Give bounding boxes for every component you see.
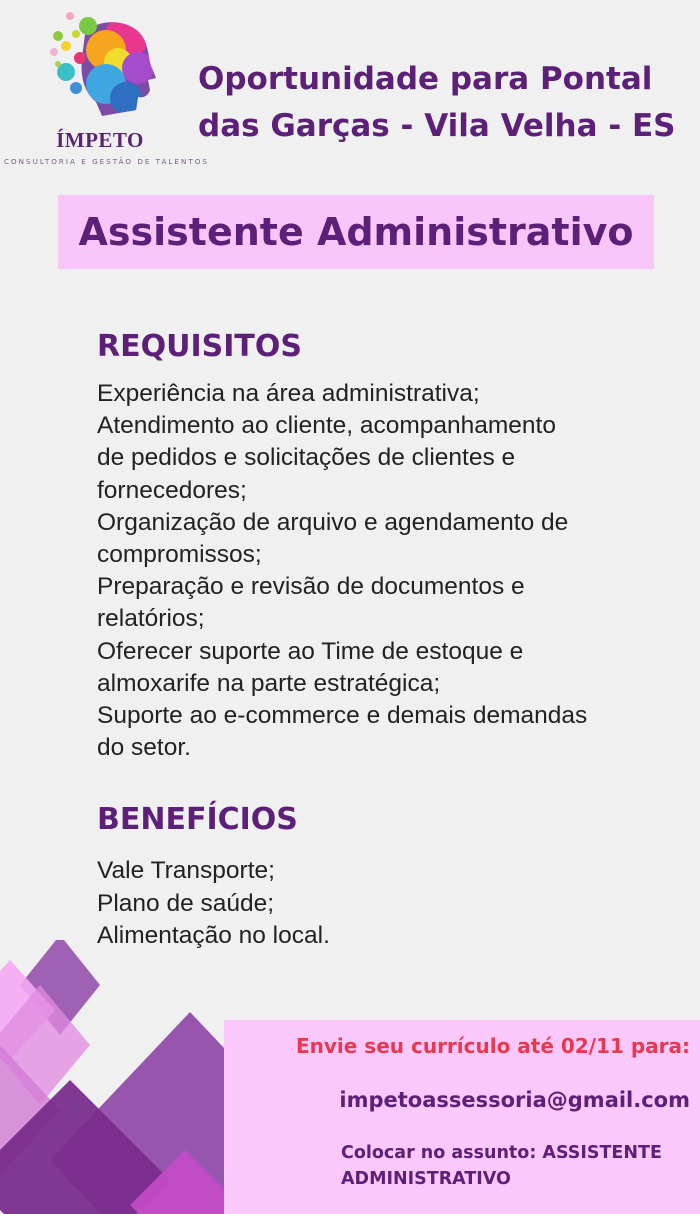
benefits-list <box>97 855 667 953</box>
list-item: Alimentação no local. <box>97 922 330 949</box>
headline: Oportunidade para Pontal das Garças - Vila Velha - ES <box>198 61 676 144</box>
job-title: Assistente Administrativo <box>78 210 634 254</box>
logo-tagline: CONSULTORIA E GESTÃO DE TALENTOS <box>4 157 209 166</box>
send-cv-text: Envie seu currículo até 02/11 para: <box>295 1034 690 1058</box>
benefits-section <box>97 800 667 953</box>
benefits-heading: BENEFÍCIOS <box>97 802 298 837</box>
list-item: Plano de saúde; <box>97 889 275 917</box>
head-profile-logo-icon <box>40 6 160 131</box>
list-item: almoxarife na parte estratégica; <box>97 669 441 697</box>
requirements-section <box>97 327 667 764</box>
list-item: Vale Transporte; <box>97 857 275 884</box>
list-item: compromissos; <box>97 541 262 569</box>
email-subject-instruction <box>341 1140 691 1192</box>
list-item: fornecedores; <box>97 476 247 504</box>
company-logo <box>0 0 220 175</box>
cta-box <box>224 1020 700 1214</box>
list-item: de pedidos e solicitações de clientes e <box>97 444 516 472</box>
subject-line-1: Colocar no assunto: ASSISTENTE <box>341 1143 662 1163</box>
list-item: Oferecer suporte ao Time de estoque e <box>97 637 524 665</box>
subject-line-2: ADMINISTRATIVO <box>341 1169 511 1189</box>
logo-name: ÍMPETO <box>56 128 144 152</box>
list-item: do setor. <box>97 734 191 762</box>
requirements-heading: REQUISITOS <box>97 329 302 364</box>
list-item: Organização de arquivo e agendamento de <box>97 508 569 536</box>
contact-email[interactable]: impetoassessoria@gmail.com <box>339 1088 690 1112</box>
list-item: Preparação e revisão de documentos e <box>97 573 525 601</box>
list-item: Suporte ao e-commerce e demais demandas <box>97 702 588 730</box>
list-item: Experiência na área administrativa; <box>97 380 480 407</box>
list-item: relatórios; <box>97 605 205 633</box>
requirements-list <box>97 378 667 764</box>
job-title-band <box>58 195 654 269</box>
list-item: Atendimento ao cliente, acompanhamento <box>97 412 556 440</box>
